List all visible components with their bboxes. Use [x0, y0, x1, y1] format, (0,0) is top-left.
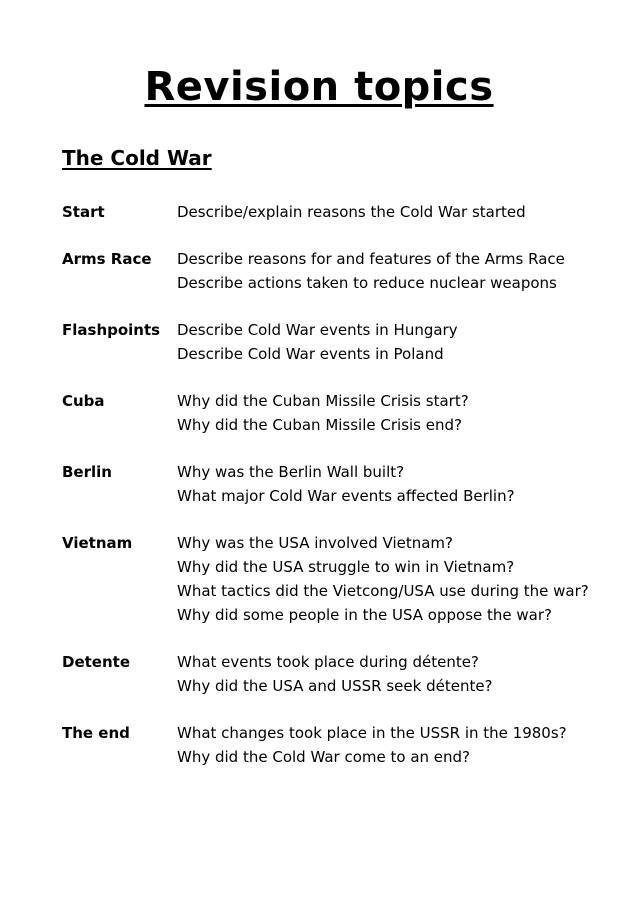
- topic-description: [177, 247, 622, 295]
- topic-row: [62, 721, 622, 769]
- topic-row: [62, 318, 622, 366]
- topic-description: [177, 460, 622, 508]
- topic-row: [62, 200, 622, 224]
- topic-name: Detente: [62, 653, 130, 671]
- topic-question: Describe Cold War events in Poland: [177, 345, 444, 363]
- topic-row: [62, 389, 622, 437]
- topic-row: [62, 650, 622, 698]
- topic-description: [177, 200, 622, 224]
- topic-row: [62, 531, 622, 627]
- topic-description: [177, 650, 622, 698]
- topic-question: Why did some people in the USA oppose the war?: [177, 606, 552, 624]
- topic-name: Berlin: [62, 463, 112, 481]
- topic-row: [62, 460, 622, 508]
- topic-question: Why was the Berlin Wall built?: [177, 463, 405, 481]
- topic-question: Why did the USA struggle to win in Vietnam?: [177, 558, 515, 576]
- topic-description: [177, 389, 622, 437]
- topic-question: Describe actions taken to reduce nuclear weapons: [177, 274, 557, 292]
- topic-description: [177, 721, 622, 769]
- topic-question: Describe/explain reasons the Cold War started: [177, 203, 526, 221]
- topics-list: [62, 200, 622, 792]
- topic-question: What events took place during détente?: [177, 653, 479, 671]
- topic-question: Why did the Cold War come to an end?: [177, 748, 470, 766]
- topic-question: Why did the Cuban Missile Crisis start?: [177, 392, 469, 410]
- topic-question: Why did the Cuban Missile Crisis end?: [177, 416, 462, 434]
- topic-description: [177, 318, 622, 366]
- topic-question: What changes took place in the USSR in the 1980s?: [177, 724, 567, 742]
- topic-question: Describe Cold War events in Hungary: [177, 321, 458, 339]
- page-title: Revision topics: [144, 64, 494, 110]
- topic-name: The end: [62, 724, 130, 742]
- topic-question: What major Cold War events affected Berlin?: [177, 487, 515, 505]
- topic-name: Start: [62, 203, 105, 221]
- topic-name: Flashpoints: [62, 321, 161, 339]
- topic-row: [62, 247, 622, 295]
- topic-question: Why was the USA involved Vietnam?: [177, 534, 453, 552]
- topic-name: Arms Race: [62, 250, 152, 268]
- topic-name: Cuba: [62, 392, 105, 410]
- topic-question: Why did the USA and USSR seek détente?: [177, 677, 493, 695]
- topic-question: Describe reasons for and features of the Arms Race: [177, 250, 565, 268]
- topic-description: [177, 531, 622, 627]
- topic-name: Vietnam: [62, 534, 133, 552]
- topic-question: What tactics did the Vietcong/USA use during the war?: [177, 582, 589, 600]
- section-heading: The Cold War: [62, 146, 212, 170]
